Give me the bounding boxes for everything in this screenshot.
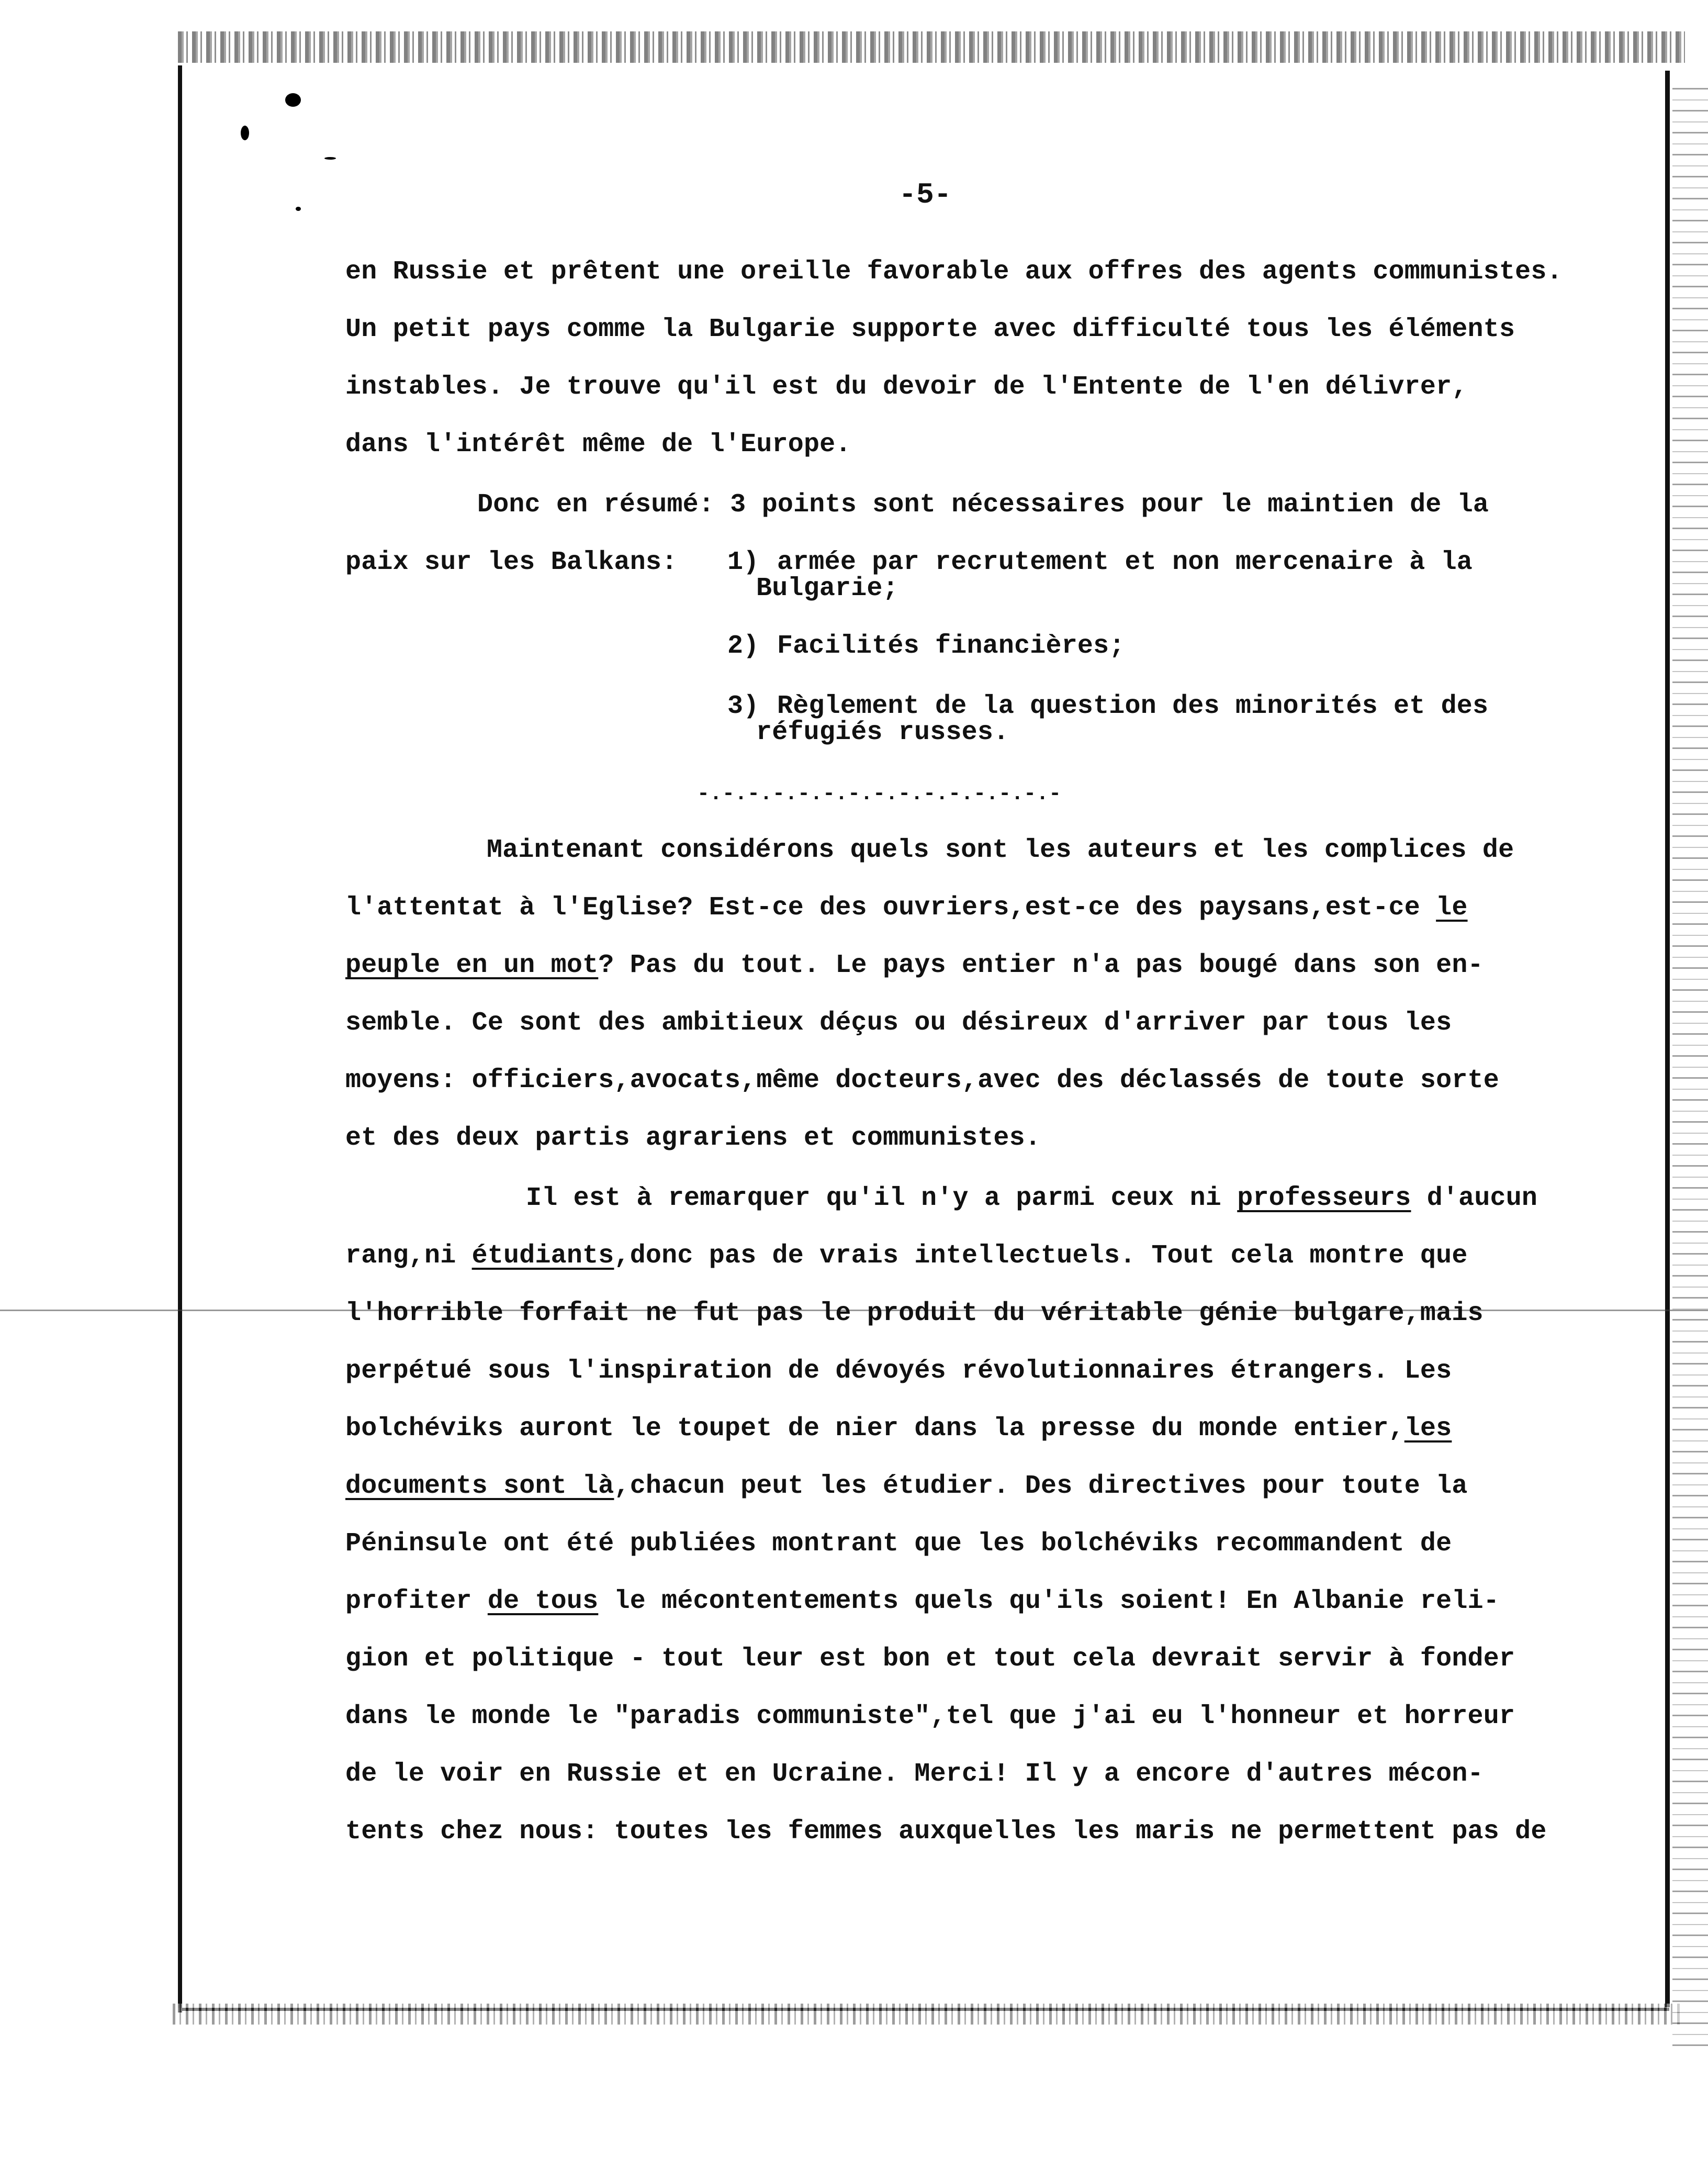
underlined-text: professeurs: [1237, 1183, 1411, 1213]
text-line: gion et politique - tout leur est bon et tout cela devrait servir à fonder: [345, 1644, 1515, 1674]
text-line: Il est à remarquer qu'il n'y a parmi ceux ni professeurs d'aucun: [526, 1183, 1538, 1213]
list-item: Règlement de la question des minorités et des: [777, 691, 1489, 721]
text-line: peuple en un mot? Pas du tout. Le pays entier n'a pas bougé dans son en-: [345, 951, 1484, 980]
page-number: -5-: [898, 178, 952, 211]
list-item: armée par recrutement et non mercenaire à la: [777, 547, 1473, 577]
list-number: 1): [727, 547, 759, 577]
text-line: profiter de tous le mécontentements quels qu'ils soient! En Albanie reli-: [345, 1586, 1499, 1616]
list-number: 2): [727, 631, 759, 661]
text-line: moyens: officiers,avocats,même docteurs,avec des déclassés de toute sorte: [345, 1066, 1499, 1095]
text-line: l'attentat à l'Eglise? Est-ce des ouvriers,est-ce des paysans,est-ce le: [345, 893, 1468, 923]
underlined-text: les: [1404, 1414, 1452, 1444]
text-line: paix sur les Balkans:: [345, 547, 678, 577]
underlined-text: documents sont là: [345, 1471, 614, 1501]
text-line: semble. Ce sont des ambitieux déçus ou désireux d'arriver par tous les: [345, 1008, 1452, 1038]
underlined-text: étudiants: [471, 1241, 614, 1271]
text-line: Péninsule ont été publiées montrant que les bolchéviks recommandent de: [345, 1529, 1452, 1559]
text-line: documents sont là,chacun peut les étudier. Des directives pour toute la: [345, 1471, 1468, 1501]
text-line: perpétué sous l'inspiration de dévoyés révolutionnaires étrangers. Les: [345, 1356, 1452, 1386]
section-separator: -.-.-.-.-.-.-.-.-.-.-.-.-.-.-: [697, 782, 1062, 806]
text-line: l'horrible forfait ne fut pas le produit du véritable génie bulgare,mais: [345, 1299, 1484, 1328]
text-line: instables. Je trouve qu'il est du devoir de l'Entente de l'en délivrer,: [345, 372, 1468, 402]
text-line: en Russie et prêtent une oreille favorable aux offres des agents communistes.: [345, 257, 1563, 287]
text-line: bolchéviks auront le toupet de nier dans la presse du monde entier,les: [345, 1414, 1452, 1444]
list-item: réfugiés russes.: [756, 718, 1009, 747]
text-line: Maintenant considérons quels sont les auteurs et les complices de: [487, 835, 1514, 865]
text-line: tents chez nous: toutes les femmes auxquelles les maris ne permettent pas de: [345, 1817, 1547, 1847]
text-line: Un petit pays comme la Bulgarie supporte avec difficulté tous les éléments: [345, 315, 1515, 344]
list-number: 3): [727, 691, 759, 721]
underlined-text: le: [1436, 893, 1468, 923]
underlined-text: peuple en un mot: [345, 951, 599, 980]
text-line: dans l'intérêt même de l'Europe.: [345, 430, 851, 460]
text-line: dans le monde le "paradis communiste",tel que j'ai eu l'honneur et horreur: [345, 1702, 1515, 1731]
list-item: Bulgarie;: [756, 574, 898, 603]
text-line: de le voir en Russie et en Ucraine. Merci! Il y a encore d'autres mécon-: [345, 1759, 1484, 1789]
list-item: Facilités financières;: [777, 631, 1125, 661]
underlined-text: de tous: [487, 1586, 599, 1616]
text-line: et des deux partis agrariens et communistes.: [345, 1123, 1041, 1153]
text-line: Donc en résumé: 3 points sont nécessaires pour le maintien de la: [477, 490, 1489, 520]
text-line: rang,ni étudiants,donc pas de vrais intellectuels. Tout cela montre que: [345, 1241, 1468, 1271]
